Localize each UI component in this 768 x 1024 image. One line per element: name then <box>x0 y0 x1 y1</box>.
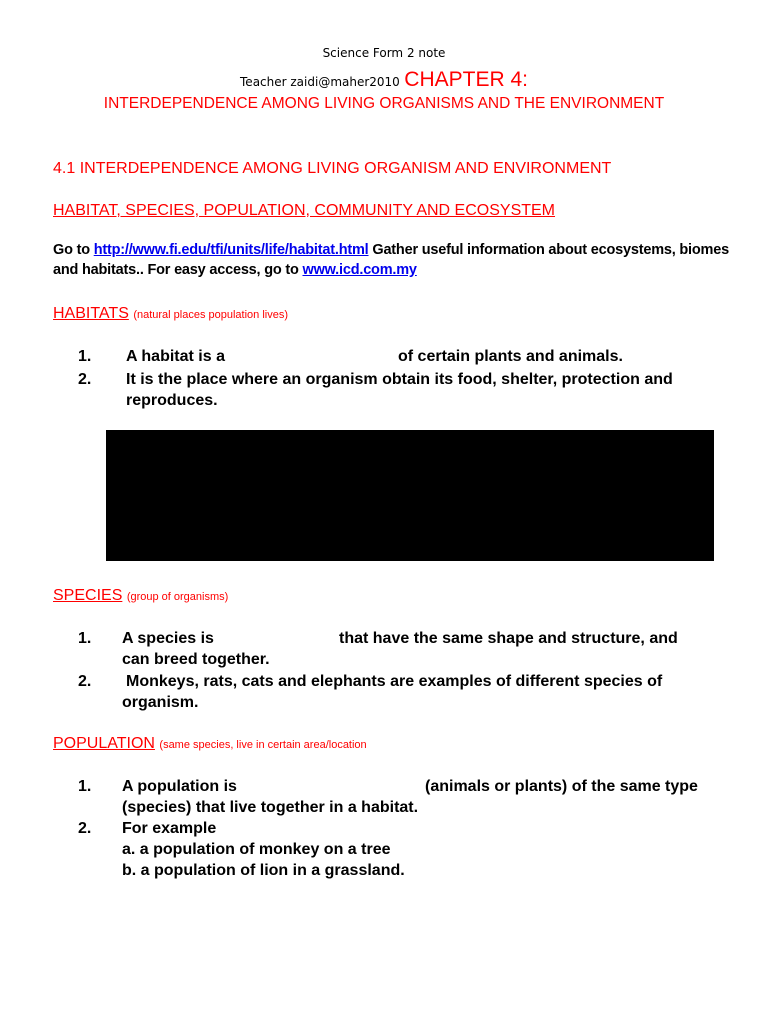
chapter-number: CHAPTER 4: <box>404 68 528 91</box>
species-item-1-text-a: A species is <box>122 630 214 647</box>
teacher-chapter-line <box>0 68 768 92</box>
top-note: Science Form 2 note <box>322 46 446 60</box>
section-heading: 4.1 INTERDEPENDENCE AMONG LIVING ORGANISM AND ENVIRONMENT <box>53 160 612 177</box>
habitats-item-2-line-2: reproduces. <box>126 392 218 409</box>
habitats-note: (natural places population lives) <box>133 309 289 321</box>
species-item-1-text-b: that have the same shape and structure, and <box>339 630 678 647</box>
population-item-1-text-a: A population is <box>122 778 237 795</box>
population-item-1-text-b: (animals or plants) of the same type <box>425 778 698 795</box>
intro-text-2: and habitats.. For easy access, go to <box>53 262 299 278</box>
population-item-2-number: 2. <box>78 820 92 837</box>
species-item-2-number: 2. <box>78 673 92 690</box>
species-item-1-number: 1. <box>78 630 92 647</box>
population-item-1-number: 1. <box>78 778 92 795</box>
species-heading <box>53 587 228 605</box>
habitat-link[interactable]: http://www.fi.edu/tfi/units/life/habitat.html <box>93 242 369 258</box>
population-item-1-line-2: (species) that live together in a habitat. <box>122 799 419 816</box>
species-item-1-line-2: can breed together. <box>122 651 270 668</box>
section-subheading: HABITAT, SPECIES, POPULATION, COMMUNITY AND ECOSYSTEM <box>53 202 556 219</box>
intro-line-1 <box>53 242 729 258</box>
species-item-2-line-1: Monkeys, rats, cats and elephants are examples of different species of <box>126 673 663 690</box>
habitats-title: HABITATS <box>53 305 129 322</box>
chapter-title: INTERDEPENDENCE AMONG LIVING ORGANISMS AND THE ENVIRONMENT <box>103 95 665 112</box>
population-item-2-sub-b: b. a population of lion in a grassland. <box>122 862 405 879</box>
species-item-2-line-2: organism. <box>122 694 199 711</box>
population-note: (same species, live in certain area/location <box>159 739 367 751</box>
species-title: SPECIES <box>53 587 123 604</box>
habitats-item-1-text-a: A habitat is a <box>126 348 225 365</box>
habitats-item-2-line-1: It is the place where an organism obtain its food, shelter, protection and <box>126 371 673 388</box>
intro-text-1: Gather useful information about ecosystems, biomes <box>372 242 729 258</box>
population-title: POPULATION <box>53 735 155 752</box>
habitats-heading <box>53 305 288 323</box>
redacted-image <box>106 430 714 561</box>
icd-link[interactable]: www.icd.com.my <box>302 262 417 278</box>
intro-line-2 <box>53 262 417 278</box>
teacher-credit: Teacher zaidi@maher2010 <box>240 75 400 89</box>
habitats-item-1-text-b: of certain plants and animals. <box>398 348 623 365</box>
habitats-item-1-number: 1. <box>78 348 92 365</box>
population-heading <box>53 735 367 753</box>
population-item-2-line-1: For example <box>122 820 217 837</box>
population-item-2-sub-a: a. a population of monkey on a tree <box>122 841 391 858</box>
intro-go-to: Go to <box>53 242 90 258</box>
habitats-item-2-number: 2. <box>78 371 92 388</box>
species-note: (group of organisms) <box>126 591 229 603</box>
